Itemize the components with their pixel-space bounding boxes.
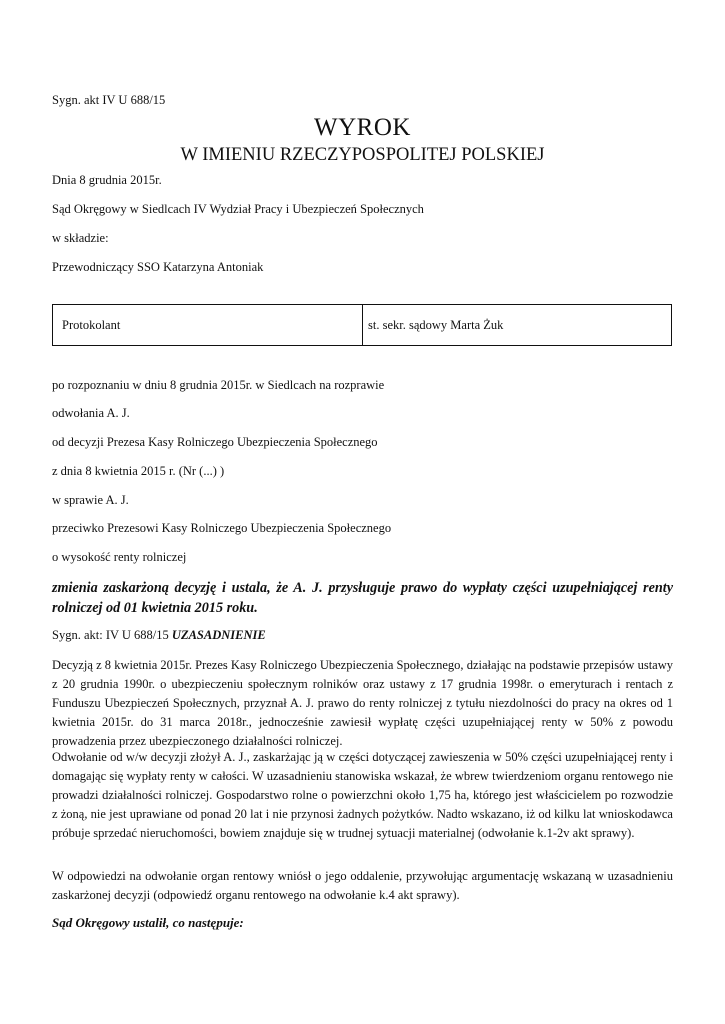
verdict-text: zmienia zaskarżoną decyzję i ustala, że A. J. przysługuje prawo do wypłaty części uzupełniającej renty rolniczej od 01 kwietnia 2015 roku. [52,580,673,616]
case-line-appeal: odwołania A. J. [52,406,130,420]
protocol-table [52,304,672,346]
judgment-date: Dnia 8 grudnia 2015r. [52,173,162,187]
presiding-judge: Przewodniczący SSO Katarzyna Antoniak [52,260,264,274]
case-signature: Sygn. akt IV U 688/15 [52,93,166,107]
case-line-decision: od decyzji Prezesa Kasy Rolniczego Ubezpieczenia Społecznego [52,435,378,449]
justification-heading: UZASADNIENIE [171,628,266,642]
justification-paragraph-3: W odpowiedzi na odwołanie organ rentowy wniósł o jego oddalenie, przywołując argumentację wskazaną w uzasadnieniu zaskarżonej decyzji (odpowiedź organu rentowego na odwołanie k.4 akt sprawy). [52,869,673,902]
findings-heading: Sąd Okręgowy ustalił, co następuje: [52,915,244,930]
composition-label: w składzie: [52,231,109,245]
document-title: WYROK [314,114,411,141]
justification-paragraph-1: Decyzją z 8 kwietnia 2015r. Prezes Kasy Rolniczego Ubezpieczenia Społecznego, działając na podstawie przepisów ustawy z 20 grudnia 1990r. o ubezpieczeniu społecznym rolników oraz ustawy z 17 grudnia 1998r. o emeryturach i rentach z Funduszu Ubezpieczeń Społecznych, przyznał A. J. prawo do renty rolniczej z tytułu niezdolności do pracy na okres od 1 kwietnia 2015r. do 31 marca 2018r., jednocześnie zawiesił wypłatę części uzupełniającej renty w 50% z powodu prowadzenia przez ubezpieczonego działalności rolniczej. [52,658,673,748]
case-line-hearing: po rozpoznaniu w dniu 8 grudnia 2015r. w Siedlcach na rozprawie [52,378,385,392]
case-line-matter: w sprawie A. J. [52,493,129,507]
case-line-decision-date: z dnia 8 kwietnia 2015 r. (Nr (...) ) [52,464,225,478]
court-name: Sąd Okręgowy w Siedlcach IV Wydział Pracy i Ubezpieczeń Społecznych [52,202,424,216]
case-line-against: przeciwko Prezesowi Kasy Rolniczego Ubezpieczenia Społecznego [52,521,392,535]
justification-heading-line [52,627,266,643]
case-line-subject: o wysokość renty rolniczej [52,550,187,564]
document-subtitle: W IMIENIU RZECZYPOSPOLITEJ POLSKIEJ [180,145,545,165]
justification-signature: Sygn. akt: IV U 688/15 [52,628,169,642]
justification-paragraph-2: Odwołanie od w/w decyzji złożył A. J., zaskarżając ją w części dotyczącej zawieszenia w 50% części uzupełniającej renty i domagając się wypłaty renty w całości. W uzasadnieniu stanowiska wskazał, że wbrew twierdzeniom organu rentowego nie prowadzi działalności rolniczej. Gospodarstwo rolne o powierzchni około 1,75 ha, którego jest właścicielem po rozwodzie z żoną, nie jest uprawiane od ponad 20 lat i nie przynosi żadnych pożytków. Nadto wskazano, iż od kilku lat wnioskodawca próbuje sprzedać nieruchomości, bowiem znajduje się w trudnej sytuacji materialnej (odwołanie k.1-2v akt sprawy). [52,750,673,840]
protocol-value: st. sekr. sądowy Marta Żuk [368,317,504,332]
protocol-label: Protokolant [53,305,363,345]
